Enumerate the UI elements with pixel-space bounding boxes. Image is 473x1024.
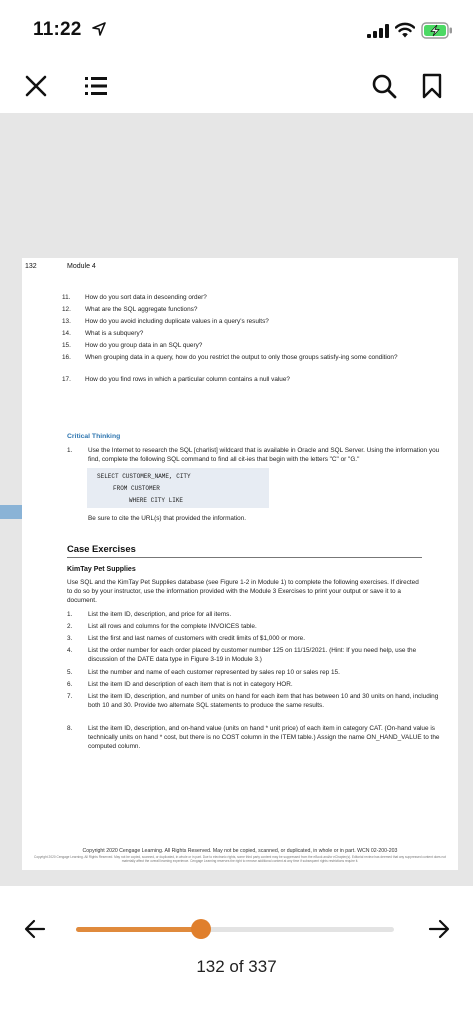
status-time: 11:22 bbox=[33, 19, 82, 40]
reader-toolbar bbox=[0, 58, 473, 113]
table-of-contents-button[interactable] bbox=[76, 66, 116, 106]
wifi-icon bbox=[395, 22, 415, 38]
case-intro: Use SQL and the KimTay Pet Supplies database (see Figure 1-2 in Module 1) to complete the following exercises. If directed to do so by your instructor, use the information provided with the Module 3 Exercises to print your output or save it to a document. bbox=[67, 579, 419, 604]
battery-charging-icon bbox=[421, 22, 453, 39]
previous-page-button[interactable] bbox=[20, 914, 50, 944]
page-number: 132 bbox=[25, 263, 37, 270]
cellular-signal-icon bbox=[367, 24, 389, 38]
bookmark-button[interactable] bbox=[412, 66, 452, 106]
code-line: FROM CUSTOMER bbox=[113, 485, 160, 492]
location-arrow-icon bbox=[92, 22, 106, 36]
book-page: 132 Module 4 11. How do you sort data in descending order? 12. What are the SQL aggregate functions? 13. How do you avoid including duplicate values in a query's results? 14. What is a subquery? 15. How do you group data in an SQL query? 16. When grouping data in a query, how do you restrict the output to only those groups satisfy-ing some condition? 17. How do you find rows in which a particular column contains a null value? Critical Thinking 1. Use the Internet to research the SQL [charlist] wildcard that is available in Oracle and SQL Server. Using the information you find, complete the following SQL command to find all cit-ies that begin with the letters "C" or "G." SELECT CUSTOMER_NAME, CITY FROM CUSTOMER WHERE CITY LIKE Be sure to cite the URL(s) that provided the information. Case Exercises KimTay Pet Supplies Use SQL and the KimTay Pet Supplies database (see Figure 1-2 in Module 1) to complete the following exercises. If directed to do so by your instructor, use the information provided with the Module 3 Exercises to print your output or save it to a document. 1. List the item ID, description, and price for all items. 2. List all rows and columns for the complete INVOICES table. 3. List the first and last names of customers with credit limits of $1,000 or more. 4. List the order number for each order placed by customer number 125 on 11/15/2021. (Hint: If you need help, use the discussion of the DATE data type in Figure 3-19 in Module 3.) 5. List the number and name of each customer represented by sales rep 10 or sales rep 15. 6. List the item ID and description of each item that is not in category HOR. 7. List the item ID, description, and number of units on hand for each item that has between 10 and 30 units on hand, including both 10 and 30. Provide two alternate SQL statements to produce the same results. 8. List the item ID, description, and on-hand value (units on hand * unit price) of each item in category CAT. (On-hand value is technically units on hand * cost, but there is no COST column in the ITEM table.) Assign the name ON_HAND_VALUE to the computed column. Copyright 2020 Cengage Learning. All Rights Reserved. May not be copied, scanned, or duplicated, in whole or in part. WCN 02-200-203 Copyright 2020 Cengage Learning. All Rights Reserved. May not be copied, scanned, or duplicated, in whole or in part. Due to electronic rights, some third party content may be suppressed from the eBook and/or eChapter(s). Editorial review has deemed that any suppressed content does not materially affect the overall learning experience. Cengage Learning reserves the right to remove additional content at any time if subsequent rights restrictions require it. bbox=[22, 258, 458, 870]
cite-note: Be sure to cite the URL(s) that provided the information. bbox=[88, 515, 247, 522]
close-icon bbox=[24, 74, 48, 98]
bookmark-icon bbox=[420, 73, 444, 99]
copyright-line: Copyright 2020 Cengage Learning. All Rights Reserved. May not be copied, scanned, or duplicated, in whole or in part. WCN 02-200-203 bbox=[82, 848, 398, 854]
page-navigation-bar bbox=[0, 886, 473, 1024]
reader-area[interactable] bbox=[0, 113, 473, 886]
list-icon bbox=[83, 73, 109, 99]
page-indicator: 132 of 337 bbox=[196, 957, 277, 976]
running-header: Module 4 bbox=[67, 263, 96, 270]
code-line: SELECT CUSTOMER_NAME, CITY bbox=[97, 473, 191, 480]
close-button[interactable] bbox=[16, 66, 56, 106]
next-page-button[interactable] bbox=[424, 914, 454, 944]
search-button[interactable] bbox=[364, 66, 404, 106]
search-icon bbox=[371, 73, 397, 99]
page-slider-thumb[interactable] bbox=[191, 919, 211, 939]
critical-thinking-heading: Critical Thinking bbox=[67, 433, 121, 440]
code-block bbox=[87, 468, 269, 508]
case-exercises-heading: Case Exercises bbox=[67, 543, 422, 558]
page-slider-fill bbox=[76, 927, 201, 932]
code-line: WHERE CITY LIKE bbox=[129, 497, 184, 504]
case-subtitle: KimTay Pet Supplies bbox=[67, 566, 136, 573]
arrow-right-icon bbox=[428, 918, 450, 940]
copyright-fine-print: Copyright 2020 Cengage Learning. All Rights Reserved. May not be copied, scanned, or duplicated, in whole or in part. Due to electronic rights, some third party content may be suppressed from the eBook and/or eChapter(s). Editorial review has deemed that any suppressed content does not materially affect the overall learning experience. Cengage Learning reserves the right to remove additional content at any time if subsequent rights restrictions require it. bbox=[34, 855, 446, 863]
arrow-left-icon bbox=[24, 918, 46, 940]
page-slider[interactable] bbox=[76, 927, 394, 932]
status-bar bbox=[0, 0, 473, 58]
